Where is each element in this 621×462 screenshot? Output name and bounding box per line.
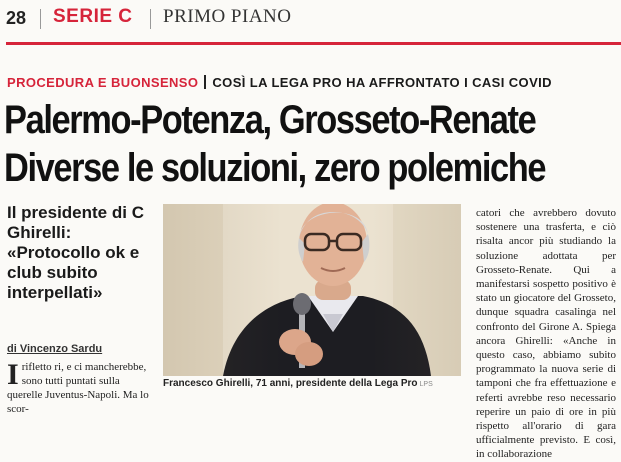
page-header: [0, 0, 621, 40]
photo-caption: [163, 378, 433, 389]
header-divider: [40, 9, 41, 29]
drop-cap: I: [7, 358, 19, 391]
headline-line-1: Palermo-Potenza, Grosseto-Renate: [4, 98, 536, 142]
photo-vignette: [163, 204, 461, 376]
subsection-title: PRIMO PIANO: [163, 6, 292, 27]
photo-credit: LPS: [419, 381, 433, 388]
body-column-left: [7, 360, 152, 416]
header-rule: [6, 42, 621, 45]
header-divider: [150, 9, 151, 29]
article-photo: [163, 204, 461, 376]
byline: di Vincenzo Sardu: [7, 343, 103, 355]
deck: Il presidente di C Ghirelli: «Protocollo ok e club subito interpellati»: [7, 203, 144, 302]
kicker-divider: [204, 75, 206, 89]
kicker-topic: PROCEDURA E BUONSENSO: [7, 75, 199, 90]
kicker-summary: COSÌ LA LEGA PRO HA AFFRONTATO I CASI COVID: [212, 75, 552, 90]
headline-line-2: Diverse le soluzioni, zero polemiche: [4, 146, 546, 190]
kicker: [7, 74, 552, 92]
page-number: 28: [6, 8, 27, 28]
body-column-right: catori che avrebbero dovuto sostenere una trasferta, e ciò risalta ancor più studiando la soluzione adottata per Grosseto-Renate. Qui a manifestarsi sospetto positivo è stato un giocatore del Grosseto, dunque squadra casalinga nel confronto del Girone A. Spiega ancora Ghirelli: «Anche in questo caso, abbiamo subito programmato la nuova serie di tamponi che fra effettuazione e referti avrebbe reso necessario reperire un paio di ore in più rispetto all'orario di gara ufficialmente previsto. E così, in collaborazione: [476, 207, 616, 461]
body-left-text: rifletto ri, e ci mancherebbe, sono tutti puntati sulla querelle Juventus-Napoli. Ma lo scor-: [7, 361, 149, 415]
section-title: SERIE C: [53, 6, 133, 27]
caption-text: Francesco Ghirelli, 71 anni, presidente della Lega Pro: [163, 378, 418, 389]
headline: [4, 96, 545, 192]
